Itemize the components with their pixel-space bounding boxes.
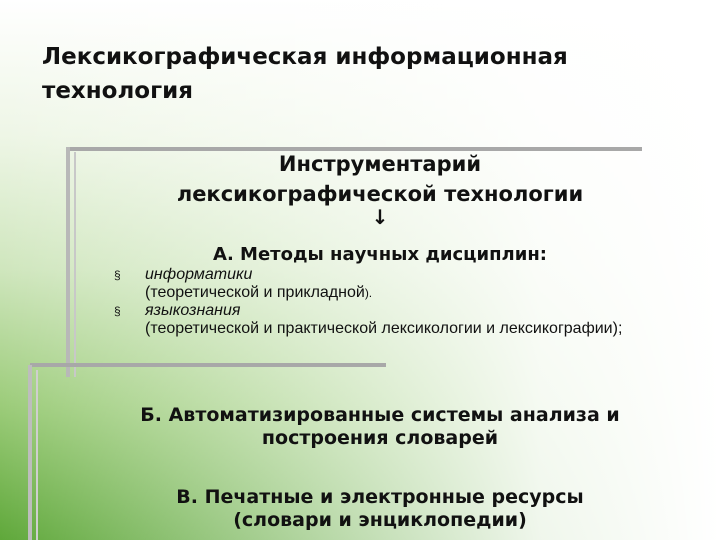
frame-lower-left-line	[28, 365, 32, 540]
list-item-note-text: (теоретической и прикладной	[145, 284, 365, 301]
slide-title: Лексикографическая информационная технология	[42, 44, 568, 104]
list-item-note-text: (теоретической и практической лексикологии и лексикографии);	[145, 320, 623, 337]
section-c-heading	[110, 486, 650, 532]
bullet-marker: §	[114, 268, 121, 282]
section-c-line2: (словари и энциклопедии)	[233, 509, 527, 531]
section-c-line1: В. Печатные и электронные ресурсы	[176, 486, 584, 508]
list-item-note	[145, 284, 632, 302]
down-arrow-icon: ↓	[371, 205, 389, 229]
list-item-term: языкознания	[145, 302, 241, 319]
tools-heading-line2: лексикографической технологии	[176, 182, 584, 206]
section-b-line1: Б. Автоматизированные системы анализа и	[140, 404, 620, 426]
section-b-heading	[90, 404, 670, 450]
list-item-note-tail: ).	[364, 286, 373, 300]
methods-list	[112, 266, 632, 338]
list-item-note	[145, 320, 632, 338]
bullet-marker: §	[114, 304, 121, 318]
list-item	[112, 302, 632, 338]
tools-heading	[120, 149, 640, 209]
section-a-heading: А. Методы научных дисциплин:	[213, 244, 547, 265]
section-b-line2: построения словарей	[261, 427, 499, 449]
frame-bottom-line	[30, 363, 386, 367]
frame-left-inner-line	[74, 152, 76, 377]
frame-lower-left-inner-line	[36, 370, 38, 540]
list-item	[112, 266, 632, 302]
tools-heading-line1: Инструментарий	[278, 152, 482, 176]
frame-left-line	[66, 147, 70, 377]
list-item-term: информатики	[145, 266, 253, 283]
